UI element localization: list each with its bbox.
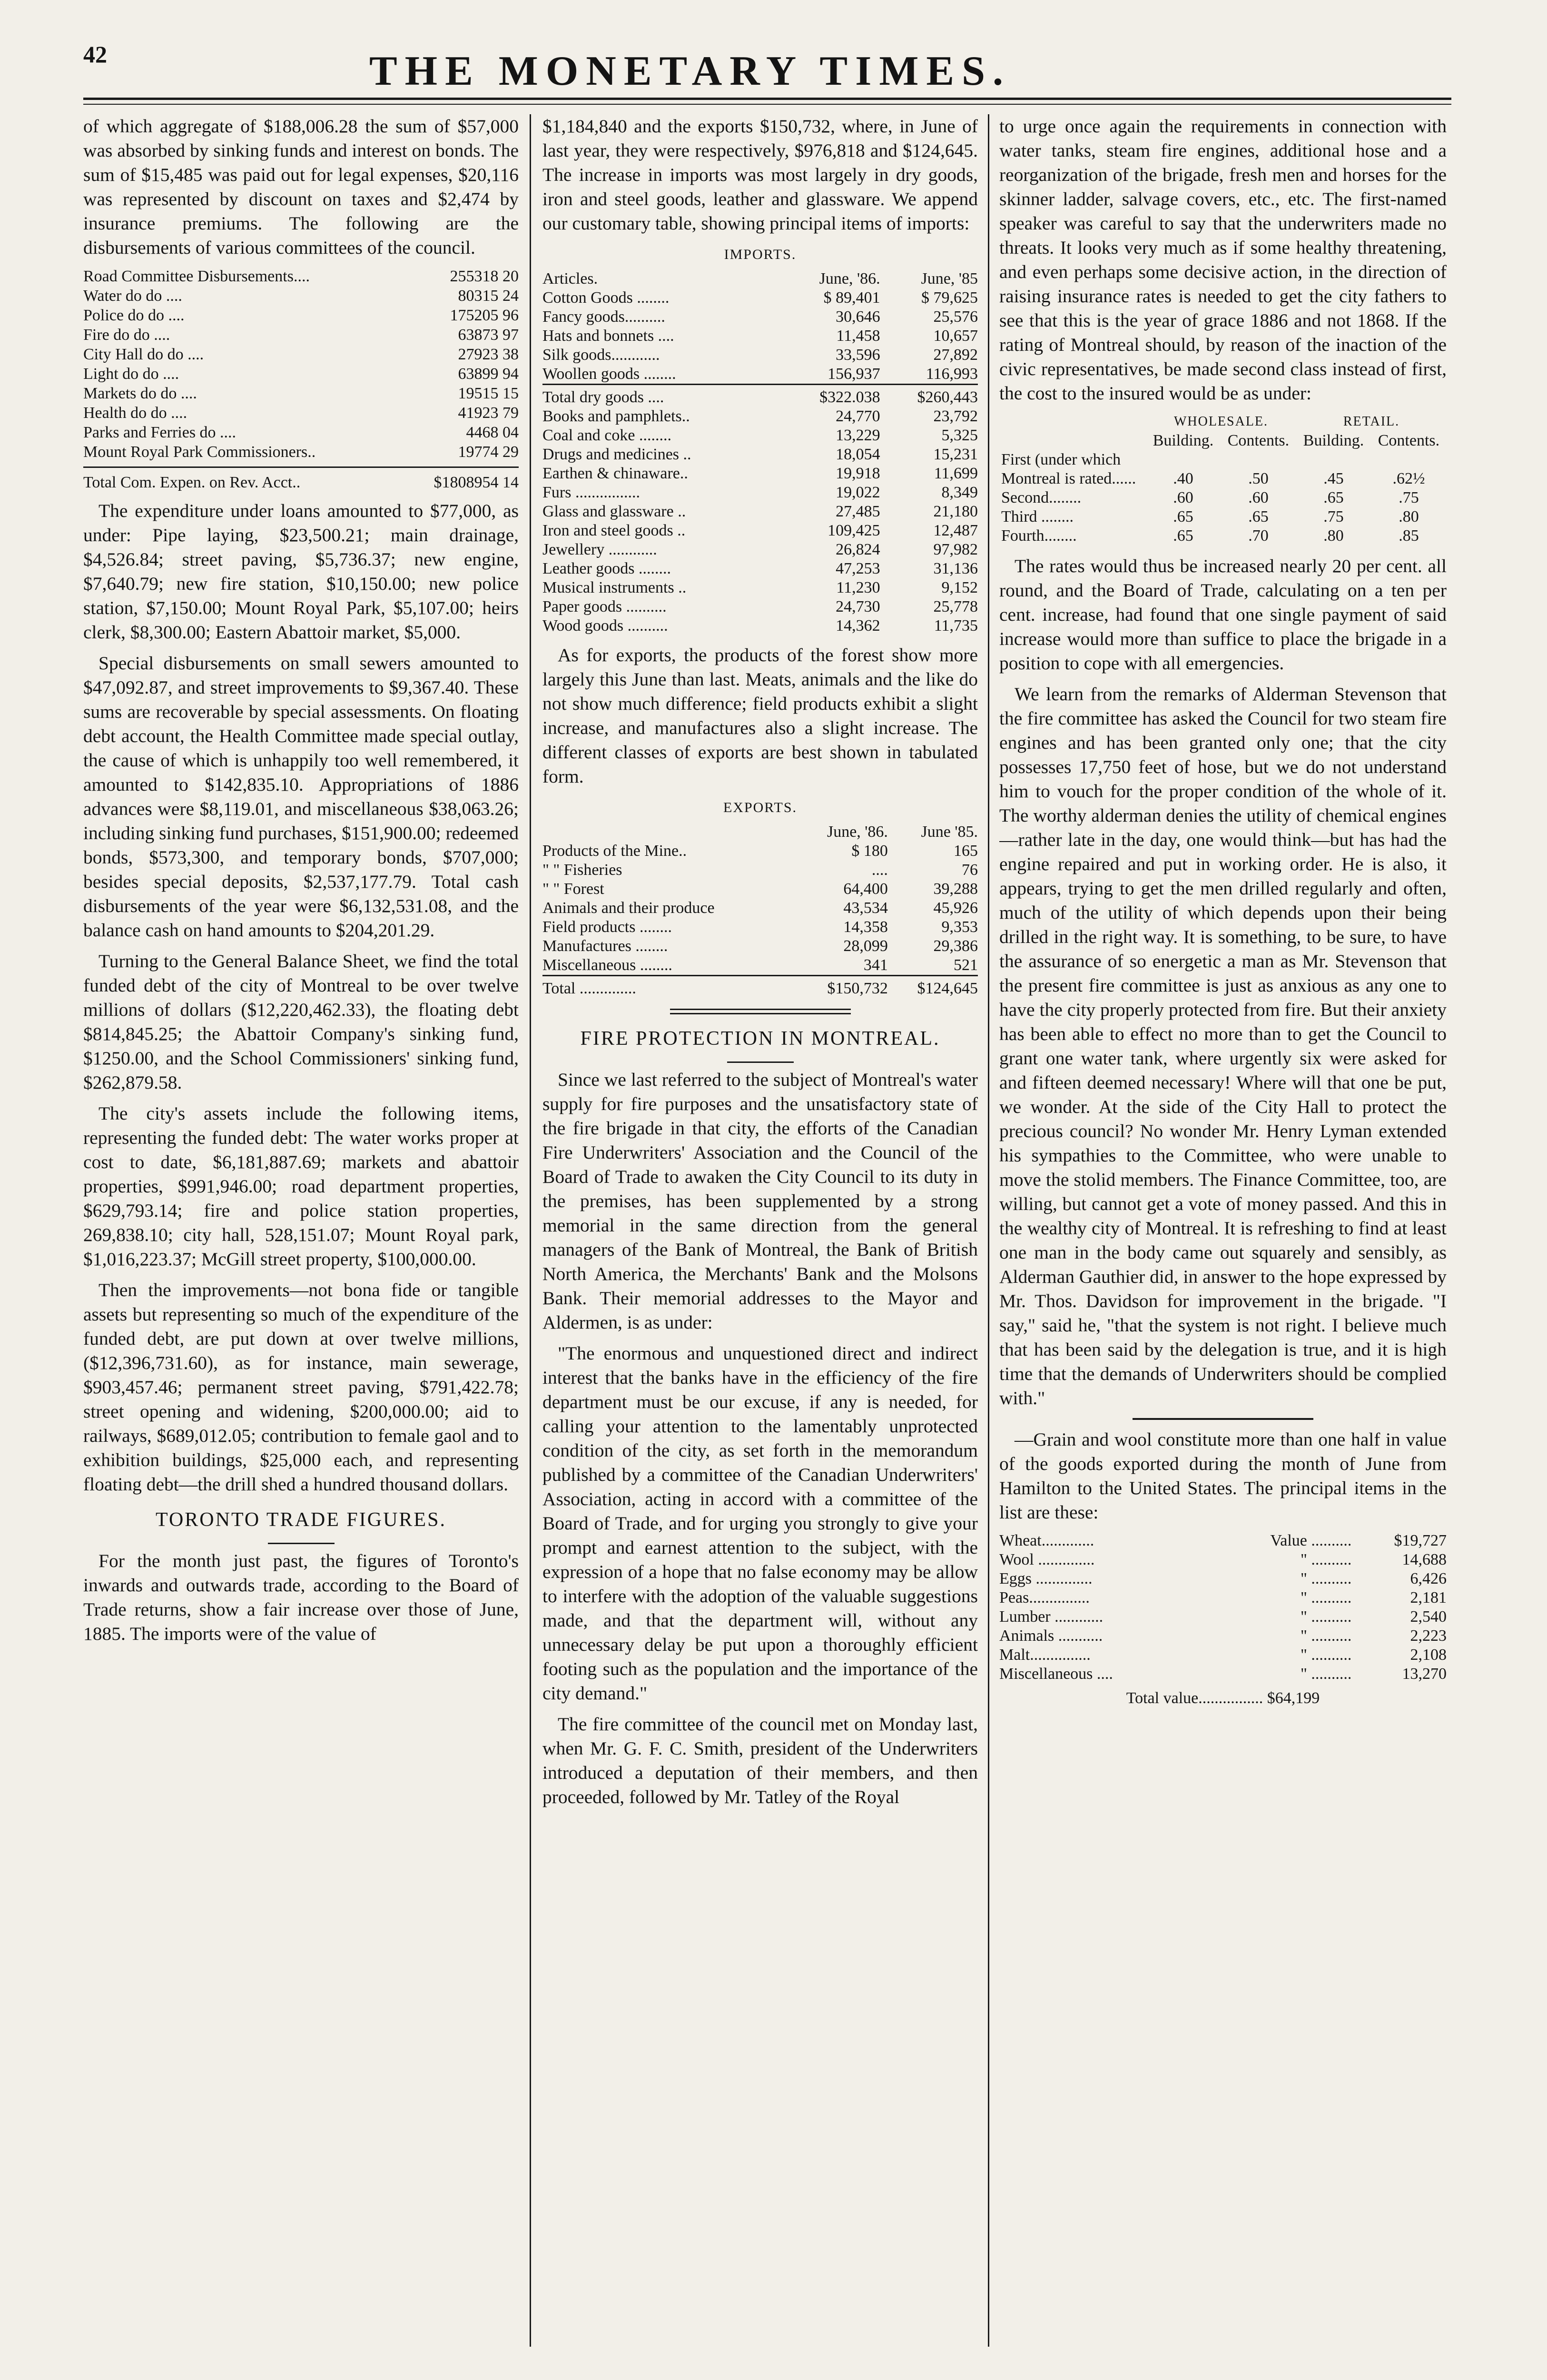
imports-row-cell: 31,136 xyxy=(933,560,978,577)
imports-row-cell: 25,778 xyxy=(933,598,978,615)
col1-paragraph: Special disbursements on small sewers amounted to $47,092.87, and street improvements to $9,367.40. These sums are recoverable by special assessments. On floating debt account, the Health Committee made special outlay, the cause of which is unhappily too well remembered, it amounted to $142,835.10. Appropriations of 1886 advances were $8,119.01, and miscellaneous $38,063.26; including sinking fund purchases, $151,900.00; redeemed bonds, $573,300, and temporary bonds, $707,000; besides special deposits, $2,537,177.79. Total cash disbursements of the year were $6,132,531.08, and the balance cash on hand amounts to $204,201.29. xyxy=(83,653,519,941)
section-double-rule xyxy=(670,1009,851,1014)
imports-row-cell: 5,325 xyxy=(941,426,978,444)
committee-value: 63899 94 xyxy=(458,365,519,383)
col1-paragraph: Then the improvements—not bona fide or tangible assets but representing so much of the expenditure of the funded debt, are put down at over twelve millions, ($12,396,731.60), as for instance, main sewerage, $903,457.46; permanent street paving, $791,422.78; street opening and widening, $200,000.00; aid to railways, $689,012.05; contribution to female gaol and to exhibition buildings, $25,000 each, and representing floating debt—the drill shed a hundred thousand dollars. xyxy=(83,1279,519,1495)
column-1 xyxy=(83,114,519,2361)
committee-total-row xyxy=(83,473,519,492)
committee-row xyxy=(83,384,519,403)
exports-row-cell: 28,099 xyxy=(843,937,888,955)
committee-row xyxy=(83,325,519,345)
exports-row-cell: Animals and their produce xyxy=(542,899,715,917)
rates-cell: Third ........ xyxy=(1001,508,1074,526)
exports-table-title: EXPORTS. xyxy=(723,800,798,815)
col1-paragraph: The expenditure under loans amounted to $77,000, as under: Pipe laying, $23,500.21; main drainage, $4,526.84; street paving, $5,736.37; new engine, $7,640.79; new fire station, $10,150.00; new police station, $7,150.00; Mount Royal Park, $5,107.00; heirs clerk, $8,300.00; Eastern Abattoir market, $5,000. xyxy=(83,500,519,643)
imports-row-cell: 12,487 xyxy=(933,522,978,539)
rates-cell: Fourth........ xyxy=(1001,527,1077,545)
col2-paragraph: As for exports, the products of the forest show more largely this June than last. Meats, animals and the like do not show much difference; field products exhibit a slight increase, and manufactures also a slight increase. The different classes of exports are best shown in tabulated form. xyxy=(542,645,978,787)
rates-cell: .60 xyxy=(1173,489,1193,506)
hamilton-export-row xyxy=(999,1531,1447,1550)
col2-paragraph: The fire committee of the council met on Monday last, when Mr. G. F. C. Smith, president of the Underwriters introduced a deputation of their members, and then proceeded, followed by Mr. Tatley of the Royal xyxy=(542,1714,978,1807)
imports-row-cell: Woollen goods ........ xyxy=(542,365,676,383)
hamilton-export-row-cell: Peas............... xyxy=(999,1589,1090,1606)
imports-row-cell: 30,646 xyxy=(836,308,880,326)
imports-row-cell: $ 79,625 xyxy=(921,289,978,307)
committee-row xyxy=(83,267,519,286)
imports-row-cell: Books and pamphlets.. xyxy=(542,407,690,425)
exports-total-row-cell: Total .............. xyxy=(542,976,798,999)
list-rule xyxy=(83,466,519,468)
imports-row-cell: 24,770 xyxy=(836,407,880,425)
imports-row-cell: 10,657 xyxy=(933,327,978,345)
exports-total-row-cell: $124,645 xyxy=(888,976,978,999)
exports-row xyxy=(542,861,978,880)
col2-paragraph: Since we last referred to the subject of Montreal's water supply for fire purposes and the unsatisfactory state of the fire brigade in that city, the efforts of the Canadian Fire Underwriters' Association and the Council of the Board of Trade to awaken the City Council to its duty in the premises, has been supplemented by a strong memorial in the same direction from the general managers of the Bank of Montreal, the Bank of British North America, the Merchants' Bank and the Molsons Bank. Their memorial addresses to the Mayor and Aldermen, is as under: xyxy=(542,1069,978,1333)
imports-row-cell: Paper goods .......... xyxy=(542,598,667,615)
imports-row-cell: 11,458 xyxy=(836,327,880,345)
hamilton-export-row-cell: 13,270 xyxy=(1402,1665,1447,1683)
committee-label: Parks and Ferries do .... xyxy=(83,424,236,441)
committee-value: 80315 24 xyxy=(458,287,519,305)
imports-row-cell: Silk goods............ xyxy=(542,346,660,364)
hamilton-export-row-cell: Wool .............. xyxy=(999,1551,1095,1568)
hamilton-export-row-cell: Value .......... xyxy=(1270,1532,1352,1549)
imports-row xyxy=(542,426,978,445)
committee-label: Markets do do .... xyxy=(83,385,197,402)
imports-total-row-cell: $260,443 xyxy=(880,385,978,407)
imports-row xyxy=(542,365,978,385)
hamilton-export-row xyxy=(999,1665,1447,1684)
imports-row xyxy=(542,578,978,597)
exports-row-cell: " " Fisheries xyxy=(542,861,622,879)
committee-label: Light do do .... xyxy=(83,365,179,383)
rates-cell: .45 xyxy=(1323,470,1344,487)
imports-row xyxy=(542,407,978,426)
committee-label: Water do do .... xyxy=(83,287,182,305)
committee-value: 19774 29 xyxy=(458,443,519,461)
hamilton-export-row-cell: Malt............... xyxy=(999,1646,1091,1664)
hamilton-export-row xyxy=(999,1607,1447,1626)
exports-row-cell: 39,288 xyxy=(933,880,978,898)
imports-row-cell: 19,918 xyxy=(836,465,880,482)
imports-row-cell: Furs ................ xyxy=(542,484,640,501)
heading-rule xyxy=(727,1061,794,1063)
heading-rule xyxy=(268,1543,335,1544)
exports-row-cell: 9,353 xyxy=(941,918,978,936)
hamilton-export-row-cell: $19,727 xyxy=(1394,1532,1447,1549)
col1-paragraph: For the month just past, the figures of Toronto's inwards and outwards trade, according to the Board of Trade returns, show a fair increase over those of June, 1885. The imports were of the value of xyxy=(83,1550,519,1644)
hamilton-export-row-cell: Wheat............. xyxy=(999,1532,1094,1549)
exports-header-row xyxy=(542,823,978,842)
rates-blank-cell xyxy=(999,431,1146,450)
exports-row-cell: 521 xyxy=(954,956,978,974)
rates-cell: .40 xyxy=(1173,470,1193,487)
imports-row-cell: 9,152 xyxy=(941,579,978,596)
rates-cell: .75 xyxy=(1323,508,1344,526)
col1-paragraph: of which aggregate of $188,006.28 the sum of $57,000 was absorbed by sinking funds and interest on bonds. The sum of $15,485 was paid out for legal expenses, $20,116 was represented by discount on taxes and $2,474 by insurance premiums. The following are the disbursements of various committees of the council. xyxy=(83,116,519,258)
rates-blank-cell xyxy=(999,412,1146,431)
section-heading: FIRE PROTECTION IN MONTREAL. xyxy=(580,1028,940,1050)
hamilton-export-row-cell: Lumber ............ xyxy=(999,1608,1104,1626)
imports-row-cell: 24,730 xyxy=(836,598,880,615)
rates-cell: .65 xyxy=(1323,489,1344,506)
rates-group-row xyxy=(999,412,1447,431)
column-rule-1 xyxy=(530,114,531,2347)
imports-row-cell: 27,485 xyxy=(836,503,880,520)
imports-row xyxy=(542,445,978,464)
hamilton-export-row-cell: Eggs .............. xyxy=(999,1570,1093,1587)
exports-header-row-cell: June, '86. xyxy=(827,823,888,841)
committee-label: Fire do do .... xyxy=(83,326,170,344)
imports-row xyxy=(542,464,978,483)
imports-row-cell: Earthen & chinaware.. xyxy=(542,465,688,482)
rates-cell: .62½ xyxy=(1392,470,1425,487)
imports-row-cell: 11,699 xyxy=(934,465,978,482)
imports-row-cell: 21,180 xyxy=(933,503,978,520)
hamilton-export-row-cell: 2,108 xyxy=(1410,1646,1447,1664)
imports-row-cell: 97,982 xyxy=(933,541,978,558)
hamilton-export-row-cell: " .......... xyxy=(1300,1608,1352,1626)
exports-row-cell: 64,400 xyxy=(843,880,888,898)
imports-row xyxy=(542,483,978,502)
imports-table-title: IMPORTS. xyxy=(724,247,797,262)
imports-row-cell: 11,230 xyxy=(836,579,880,596)
rates-row xyxy=(999,526,1447,545)
rates-cell: .65 xyxy=(1173,527,1193,545)
imports-row-cell: Leather goods ........ xyxy=(542,560,671,577)
column-rule-2 xyxy=(988,114,989,2347)
hamilton-export-row-cell: 2,223 xyxy=(1410,1627,1447,1645)
rates-subheader: Building. xyxy=(1303,432,1364,449)
imports-row-cell: Drugs and medicines .. xyxy=(542,446,691,463)
committee-row xyxy=(83,306,519,325)
committee-value: 41923 79 xyxy=(458,404,519,422)
column-3 xyxy=(999,114,1447,2361)
committee-label: Health do do .... xyxy=(83,404,187,422)
imports-row-cell: Glass and glassware .. xyxy=(542,503,686,520)
rates-cell: .80 xyxy=(1323,527,1344,545)
exports-total-row-cell: $150,732 xyxy=(798,976,888,999)
committee-value: 19515 15 xyxy=(458,385,519,402)
col2-paragraph: "The enormous and unquestioned direct and indirect interest that the banks have in the efficiency of the fire department must be our excuse, if any is needed, for calling your attention to the lamentably unprotected condition of the city, as set forth in the memorandum published by a committee of the Canadian Underwriters' Association, acting in accord with a committee of the Board of Trade, and for urging you strongly to give your prompt and earnest attention to the subject, with the expression of a hope that no false economy may be allow to interfere with the adoption of the valuable suggestions made, and that the department will, without any unnecessary delay be put upon a thoroughly efficient footing such as the population and the importance of the city demand." xyxy=(542,1343,978,1704)
exports-row xyxy=(542,918,978,937)
imports-header-row-cell: June, '85 xyxy=(921,270,978,288)
col1-paragraph: The city's assets include the following items, representing the funded debt: The water works proper at cost to date, $6,181,887.69; markets and abattoir properties, $991,946.00; road department properties, $629,793.14; fire and police station properties, 269,838.10; city hall, 528,151.07; Mount Royal park, $1,016,223.37; McGill street property, $100,000.00. xyxy=(83,1103,519,1269)
rates-cell: .60 xyxy=(1248,489,1269,506)
hamilton-export-row xyxy=(999,1646,1447,1665)
committee-row xyxy=(83,364,519,384)
imports-row-cell: Musical instruments .. xyxy=(542,579,687,596)
rates-row xyxy=(999,488,1447,507)
imports-row-cell: $ 89,401 xyxy=(823,289,880,307)
rates-cell: .85 xyxy=(1399,527,1419,545)
rates-subheader: Contents. xyxy=(1378,432,1440,449)
imports-row xyxy=(542,616,978,635)
imports-header-row xyxy=(542,269,978,288)
column-2 xyxy=(542,114,978,2361)
committee-row xyxy=(83,286,519,306)
imports-row-cell: 109,425 xyxy=(828,522,880,539)
committee-label: Road Committee Disbursements.... xyxy=(83,268,310,285)
imports-row-cell: Jewellery ............ xyxy=(542,541,657,558)
exports-row-cell: .... xyxy=(871,861,888,879)
hamilton-export-row-cell: 2,181 xyxy=(1410,1589,1447,1606)
imports-row-cell: Wood goods .......... xyxy=(542,617,668,635)
imports-row-cell: 25,576 xyxy=(933,308,978,326)
hamilton-export-row-cell: " .......... xyxy=(1300,1665,1352,1683)
col3-paragraph: The rates would thus be increased nearly 20 per cent. all round, and the Board of Trade, calculating on a ten per cent. increase, had found that one single payment of said increase would more than suffice to place the brigade in a position to cope with all emergencies. xyxy=(999,555,1447,674)
rates-row xyxy=(999,450,1447,488)
exports-table xyxy=(542,823,978,998)
imports-row xyxy=(542,346,978,365)
committee-row xyxy=(83,345,519,364)
imports-row-cell: 116,993 xyxy=(926,365,978,383)
hamilton-export-row xyxy=(999,1550,1447,1569)
committee-row xyxy=(83,423,519,442)
imports-row-cell: Iron and steel goods .. xyxy=(542,522,686,539)
rates-cell: .65 xyxy=(1248,508,1269,526)
imports-row-cell: Hats and bonnets .... xyxy=(542,327,674,345)
hamilton-export-row-cell: " .......... xyxy=(1300,1627,1352,1645)
rates-cell: .65 xyxy=(1173,508,1193,526)
imports-row-cell: 23,792 xyxy=(933,407,978,425)
imports-row-cell: Fancy goods.......... xyxy=(542,308,665,326)
col3-paragraph: to urge once again the requirements in connection with water tanks, steam fire engines, additional hose and a reorganization of the brigade, fresh men and horses for the skinner ladder, salvage covers, etc., etc. The first-named speaker was careful to say that the underwriters made no threats. It looks very much as if some healthy threatening, and even perhaps some decisive action, in the direction of raising insurance rates is needed to get the city fathers to see that this is the year of grace 1886 and not 1868. If the rating of Montreal should, by reason of the inaction of the civic representatives, be made second class instead of first, the cost to the insured would be as under: xyxy=(999,116,1447,404)
exports-row-cell: 76 xyxy=(962,861,978,879)
imports-row-cell: 27,892 xyxy=(933,346,978,364)
rates-subheader: Contents. xyxy=(1227,432,1290,449)
imports-total-row-cell: Total dry goods .... xyxy=(542,385,782,407)
imports-total-row xyxy=(542,385,978,407)
exports-row-cell: 45,926 xyxy=(933,899,978,917)
rates-group-header: WHOLESALE. xyxy=(1173,414,1269,429)
hamilton-export-row xyxy=(999,1569,1447,1588)
masthead-title: THE MONETARY TIMES. xyxy=(369,48,1011,94)
rates-subheader-row xyxy=(999,431,1447,450)
imports-row-cell: 33,596 xyxy=(836,346,880,364)
imports-row-cell: 18,054 xyxy=(836,446,880,463)
committee-total-value: $1808954 14 xyxy=(434,474,519,491)
col3-paragraph: We learn from the remarks of Alderman Stevenson that the fire committee has asked the Council for two steam fire engines and has been granted only one; that the city possesses 17,750 feet of hose, but we do not understand him to vouch for the proper condition of the whole of it. The worthy alderman denies the utility of chemical engines—rather late in the day, one would think—but has had the engine repaired and put in working order. He is also, it appears, trying to get the men drilled regularly and often, much of the utility of which depends upon their being drilled in the right way. It is something, to be sure, to have the assurance of so energetic a man as Mr. Stevenson that the present fire committee is just as anxious as any one to have the city properly protected from fire. But their anxiety has been able to effect no more than to get the Council to grant one water tank, where urgently six were asked for and fifteen deemed necessary! Where will that one be put, we wonder. At the side of the City Hall to protect the precious council? No wonder Mr. Henry Lyman extended his sympathies to the Committee, who were unable to move the stolid members. The Finance Committee, too, are willing, but cannot get a vote of money passed. And this in the wealthy city of Montreal. It is refreshing to find at least one man in the body came out squarely and sensibly, as Alderman Gauthier did, in answer to the hope expressed by Mr. Thos. Davidson for improvement in the brigade. "I say," said he, "that the system is not right. I believe much that has been said by the delegation is true, and it is high time that the demands of Underwriters should be complied with." xyxy=(999,684,1447,1408)
imports-total-row-cell: $322.038 xyxy=(782,385,880,407)
imports-row-cell: 156,937 xyxy=(828,365,880,383)
hamilton-export-row-cell: 14,688 xyxy=(1402,1551,1447,1568)
committee-value: 4468 04 xyxy=(466,424,519,441)
exports-row-cell: $ 180 xyxy=(851,842,888,860)
exports-header-row-cell xyxy=(542,823,798,842)
section-rule xyxy=(1133,1418,1313,1420)
exports-row xyxy=(542,842,978,861)
imports-row-cell: 11,735 xyxy=(934,617,978,635)
imports-row xyxy=(542,521,978,540)
imports-row-cell: 15,231 xyxy=(933,446,978,463)
imports-row xyxy=(542,540,978,559)
imports-row xyxy=(542,502,978,521)
hamilton-export-row-cell: 6,426 xyxy=(1410,1570,1447,1587)
insurance-rates-table xyxy=(999,412,1447,545)
imports-header-row-cell: June, '86. xyxy=(819,270,880,288)
hamilton-total-value: Total value................ $64,199 xyxy=(1126,1689,1320,1707)
imports-row-cell: Cotton Goods ........ xyxy=(542,289,670,307)
exports-row-cell: 29,386 xyxy=(933,937,978,955)
imports-row-cell: 19,022 xyxy=(836,484,880,501)
exports-row-cell: Field products ........ xyxy=(542,918,672,936)
committee-total-label: Total Com. Expen. on Rev. Acct.. xyxy=(83,474,301,491)
imports-row xyxy=(542,288,978,307)
exports-row xyxy=(542,899,978,918)
committee-disbursements-list xyxy=(83,267,519,462)
rates-group-header: RETAIL. xyxy=(1343,414,1400,429)
exports-row-cell: Manufactures ........ xyxy=(542,937,668,955)
committee-value: 175205 96 xyxy=(450,307,519,324)
committee-value: 255318 20 xyxy=(450,268,519,285)
page-number: 42 xyxy=(83,41,107,68)
rates-subheader: Building. xyxy=(1153,432,1214,449)
committee-label: City Hall do do .... xyxy=(83,346,204,363)
col2-paragraph: $1,184,840 and the exports $150,732, where, in June of last year, they were respectively, $976,818 and $124,645. The increase in imports was most largely in dry goods, iron and steel goods, leather and glassware. We append our customary table, showing principal items of imports: xyxy=(542,116,978,234)
exports-row-cell: 165 xyxy=(954,842,978,860)
exports-row xyxy=(542,956,978,976)
imports-row xyxy=(542,559,978,578)
hamilton-export-row-cell: " .......... xyxy=(1300,1551,1352,1568)
exports-header-row-cell: June '85. xyxy=(921,823,978,841)
hamilton-export-row-cell: 2,540 xyxy=(1410,1608,1447,1626)
exports-row-cell: 14,358 xyxy=(843,918,888,936)
imports-row-cell: Coal and coke ........ xyxy=(542,426,671,444)
rates-cell: .70 xyxy=(1248,527,1269,545)
imports-row-cell: 13,229 xyxy=(836,426,880,444)
exports-row-cell: 43,534 xyxy=(843,899,888,917)
exports-row xyxy=(542,937,978,956)
masthead-rule-thin xyxy=(83,104,1451,105)
committee-value: 27923 38 xyxy=(458,346,519,363)
col1-paragraph: Turning to the General Balance Sheet, we find the total funded debt of the city of Montreal to be over twelve millions of dollars ($12,220,462.33), the floating debt $814,845.25; the Abattoir Company's sinking fund, $1250.00, and the School Commissioners' sinking fund, $262,879.58. xyxy=(83,951,519,1093)
imports-row-cell: 26,824 xyxy=(836,541,880,558)
hamilton-export-row xyxy=(999,1626,1447,1646)
masthead-rule-thick xyxy=(83,98,1451,100)
committee-label: Police do do .... xyxy=(83,307,185,324)
rates-cell: First (under which Montreal is rated...... xyxy=(1001,451,1136,487)
imports-row xyxy=(542,597,978,616)
hamilton-export-row-cell: Animals ........... xyxy=(999,1627,1103,1645)
imports-row-cell: 8,349 xyxy=(941,484,978,501)
exports-row-cell: Miscellaneous ........ xyxy=(542,956,672,974)
imports-row-cell: 14,362 xyxy=(836,617,880,635)
col3-paragraph: —Grain and wool constitute more than one half in value of the goods exported during the month of June from Hamilton to the United States. The principal items in the list are these: xyxy=(999,1429,1447,1523)
rates-cell: .50 xyxy=(1248,470,1269,487)
exports-row-cell: 341 xyxy=(863,956,888,974)
imports-row-cell: 47,253 xyxy=(836,560,880,577)
hamilton-export-row-cell: " .......... xyxy=(1300,1570,1352,1587)
imports-row xyxy=(542,327,978,346)
imports-row xyxy=(542,307,978,327)
exports-total-row xyxy=(542,976,978,999)
hamilton-exports-table xyxy=(999,1531,1447,1684)
committee-value: 63873 97 xyxy=(458,326,519,344)
hamilton-export-row-cell: Miscellaneous .... xyxy=(999,1665,1113,1683)
rates-cell: .75 xyxy=(1399,489,1419,506)
hamilton-export-row xyxy=(999,1588,1447,1607)
exports-row xyxy=(542,880,978,899)
imports-header-row-cell: Articles. xyxy=(542,270,598,288)
hamilton-export-row-cell: " .......... xyxy=(1300,1589,1352,1606)
exports-row-cell: " " Forest xyxy=(542,880,604,898)
committee-label: Mount Royal Park Commissioners.. xyxy=(83,443,316,461)
section-heading: TORONTO TRADE FIGURES. xyxy=(156,1509,446,1531)
rates-cell: .80 xyxy=(1399,508,1419,526)
imports-table xyxy=(542,269,978,635)
hamilton-export-row-cell: " .......... xyxy=(1300,1646,1352,1664)
exports-row-cell: Products of the Mine.. xyxy=(542,842,687,860)
rates-row xyxy=(999,507,1447,526)
committee-row xyxy=(83,442,519,462)
rates-cell: Second........ xyxy=(1001,489,1082,506)
committee-row xyxy=(83,403,519,423)
